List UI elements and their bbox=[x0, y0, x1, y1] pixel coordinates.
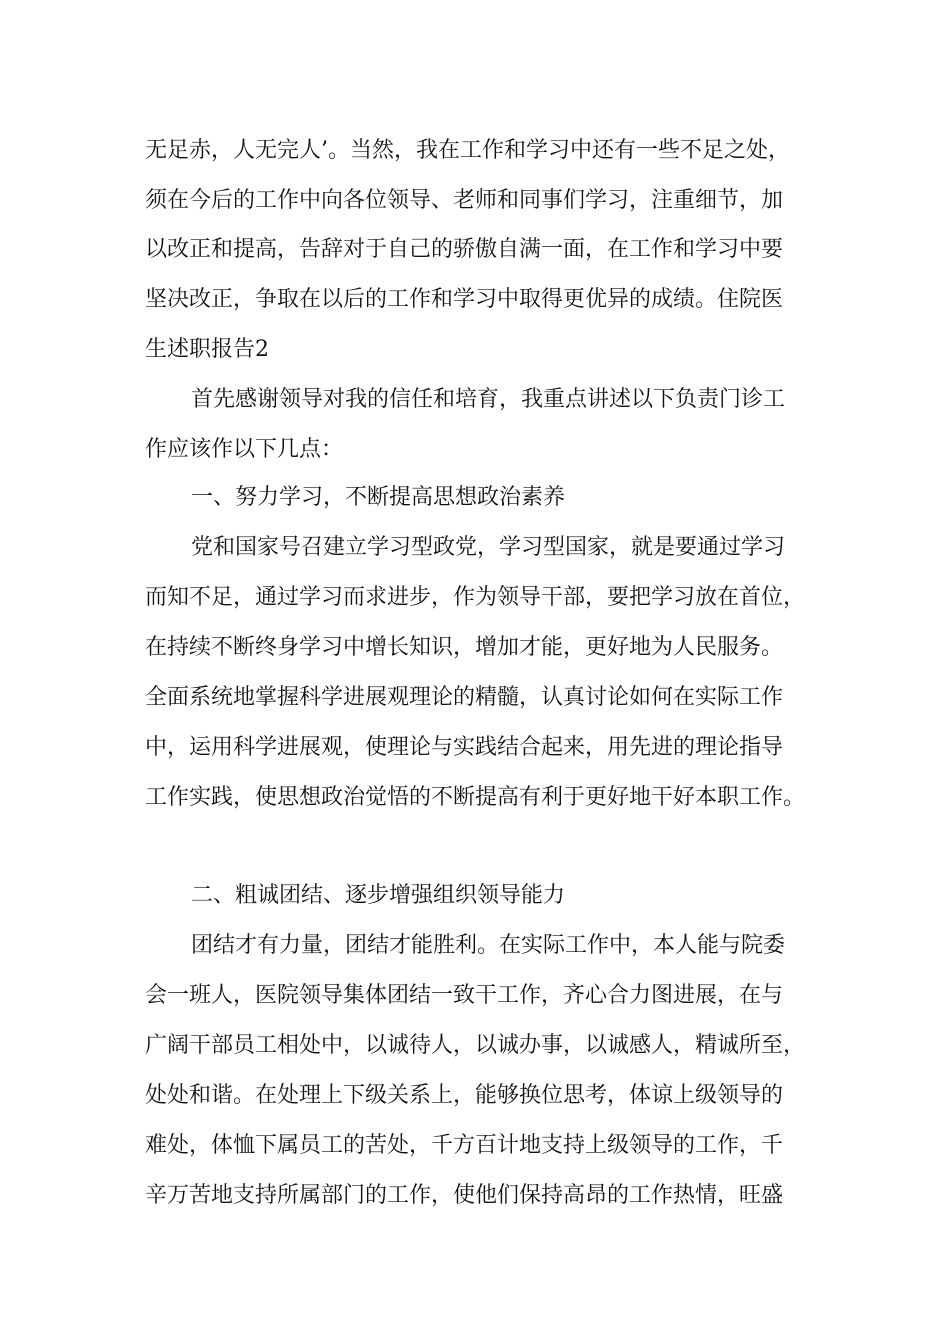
paragraph-line: 处处和谐。在处理上下级关系上，能够换位思考，体谅上级领导的 bbox=[145, 1083, 784, 1108]
paragraph-line: 坚决改正，争取在以后的工作和学习中取得更优异的成绩。住院医 bbox=[145, 287, 784, 312]
paragraph-line: 以改正和提高，告辞对于自己的骄傲自满一面，在工作和学习中要 bbox=[145, 237, 784, 262]
paragraph-line: 党和国家号召建立学习型政党，学习型国家，就是要通过学习 bbox=[191, 535, 786, 560]
paragraph-line: 须在今后的工作中向各位领导、老师和同事们学习，注重细节，加 bbox=[145, 188, 784, 213]
paragraph-line: 中，运用科学进展观，使理论与实践结合起来，用先进的理论指导 bbox=[145, 735, 784, 760]
paragraph-line: 会一班人，医院领导集体团结一致干工作，齐心合力图进展，在与 bbox=[145, 983, 784, 1008]
section-heading: 一、努力学习，不断提高思想政治素养 bbox=[191, 485, 566, 510]
paragraph-line: 而知不足，通过学习而求进步，作为领导干部，要把学习放在首位， bbox=[145, 585, 806, 610]
section-heading: 二、粗诚团结、逐步增强组织领导能力 bbox=[191, 883, 566, 908]
paragraph-line: 团结才有力量，团结才能胜利。在实际工作中，本人能与院委 bbox=[191, 933, 786, 958]
paragraph-line: 广阔干部员工相处中，以诚待人，以诚办事，以诚感人，精诚所至， bbox=[145, 1033, 806, 1058]
paragraph-line: 无足赤，人无完人’。当然，我在工作和学习中还有一些不足之处， bbox=[145, 138, 790, 163]
paragraph-line: 在持续不断终身学习中增长知识，增加才能，更好地为人民服务。 bbox=[145, 635, 784, 660]
paragraph-line: 辛万苦地支持所属部门的工作，使他们保持高昂的工作热情，旺盛 bbox=[145, 1183, 784, 1208]
paragraph-line: 首先感谢领导对我的信任和培育，我重点讲述以下负责门诊工 bbox=[191, 387, 786, 412]
paragraph-line: 生述职报告2 bbox=[145, 337, 269, 362]
paragraph-line: 全面系统地掌握科学进展观理论的精髓，认真讨论如何在实际工作 bbox=[145, 685, 784, 710]
paragraph-line: 难处，体恤下属员工的苦处，千方百计地支持上级领导的工作，千 bbox=[145, 1133, 784, 1158]
paragraph-line: 工作实践，使思想政治觉悟的不断提高有利于更好地干好本职工作。 bbox=[145, 785, 806, 810]
paragraph-line: 作应该作以下几点： bbox=[145, 437, 344, 462]
